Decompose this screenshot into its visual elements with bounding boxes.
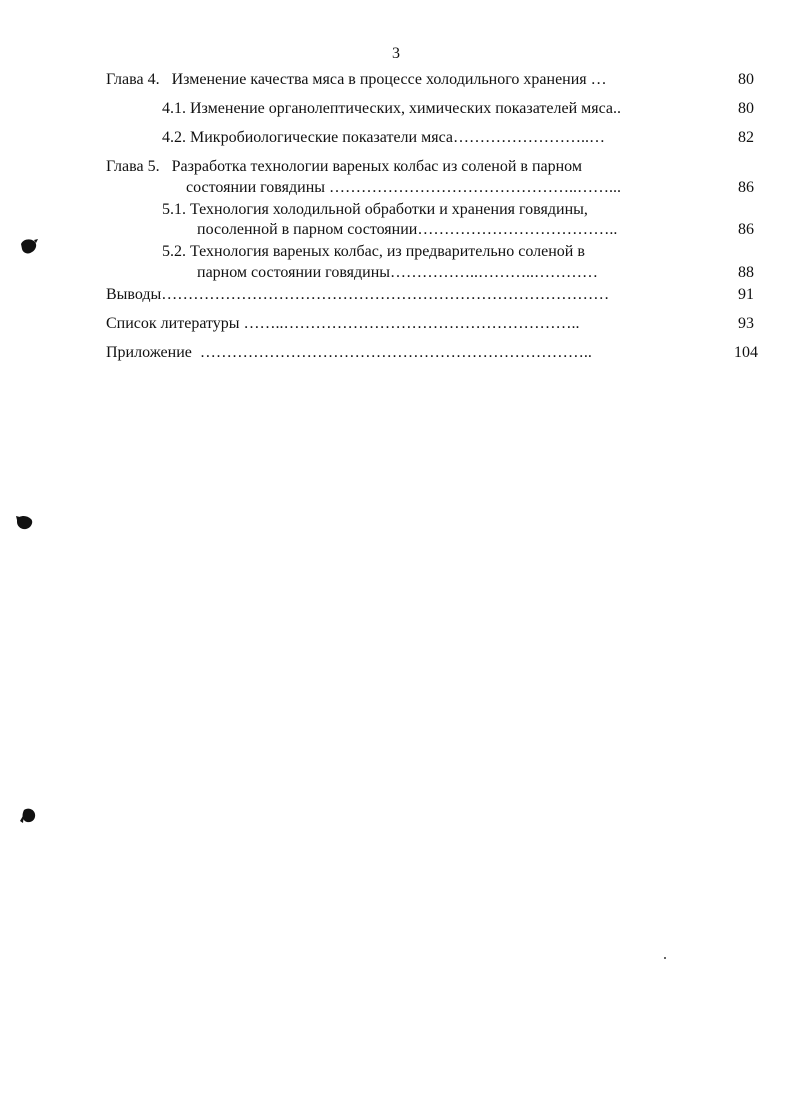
toc-chapter-5-line1: Глава 5. Разработка технологии вареных колбас из соленой в парном — [106, 158, 582, 175]
toc-conclusions-page: 91 — [738, 286, 754, 303]
toc-references: Список литературы ……..……………………………………………….. — [106, 315, 580, 332]
toc-section-5-2-line2: парном состоянии говядины……………..………..………… — [197, 264, 599, 281]
toc-section-5-1-line2: посоленной в парном состоянии……………………………….. — [197, 221, 618, 238]
toc-references-page: 93 — [738, 315, 754, 332]
toc-section-5-1-page: 86 — [738, 221, 754, 238]
toc-section-5-1-line1: 5.1. Технология холодильной обработки и хранения говядины, — [162, 201, 588, 218]
toc-section-4-1-page: 80 — [738, 100, 754, 117]
toc-section-5-2-page: 88 — [738, 264, 754, 281]
scan-speck — [664, 957, 666, 959]
toc-appendix-page: 104 — [734, 344, 758, 361]
toc-chapter-4: Глава 4. Изменение качества мяса в процессе холодильного хранения … — [106, 71, 607, 88]
binder-hole-mark-middle — [14, 513, 36, 533]
page-number: 3 — [392, 45, 400, 62]
toc-section-4-1: 4.1. Изменение органолептических, химических показателей мяса.. — [162, 100, 622, 117]
toc-chapter-5-page: 86 — [738, 179, 754, 196]
toc-chapter-5-line2: состоянии говядины ………………………………………..……... — [186, 179, 622, 196]
toc-section-5-2-line1: 5.2. Технология вареных колбас, из предварительно соленой в — [162, 243, 585, 260]
binder-hole-mark-bottom — [18, 805, 40, 827]
toc-appendix: Приложение ……………………………………………………………….. — [106, 344, 592, 361]
toc-chapter-4-page: 80 — [738, 71, 754, 88]
toc-section-4-2: 4.2. Микробиологические показатели мяса……………………..… — [162, 129, 605, 146]
binder-hole-mark-top — [18, 236, 40, 258]
toc-section-4-2-page: 82 — [738, 129, 754, 146]
toc-conclusions: Выводы………………………………………………………………………… — [106, 286, 610, 303]
